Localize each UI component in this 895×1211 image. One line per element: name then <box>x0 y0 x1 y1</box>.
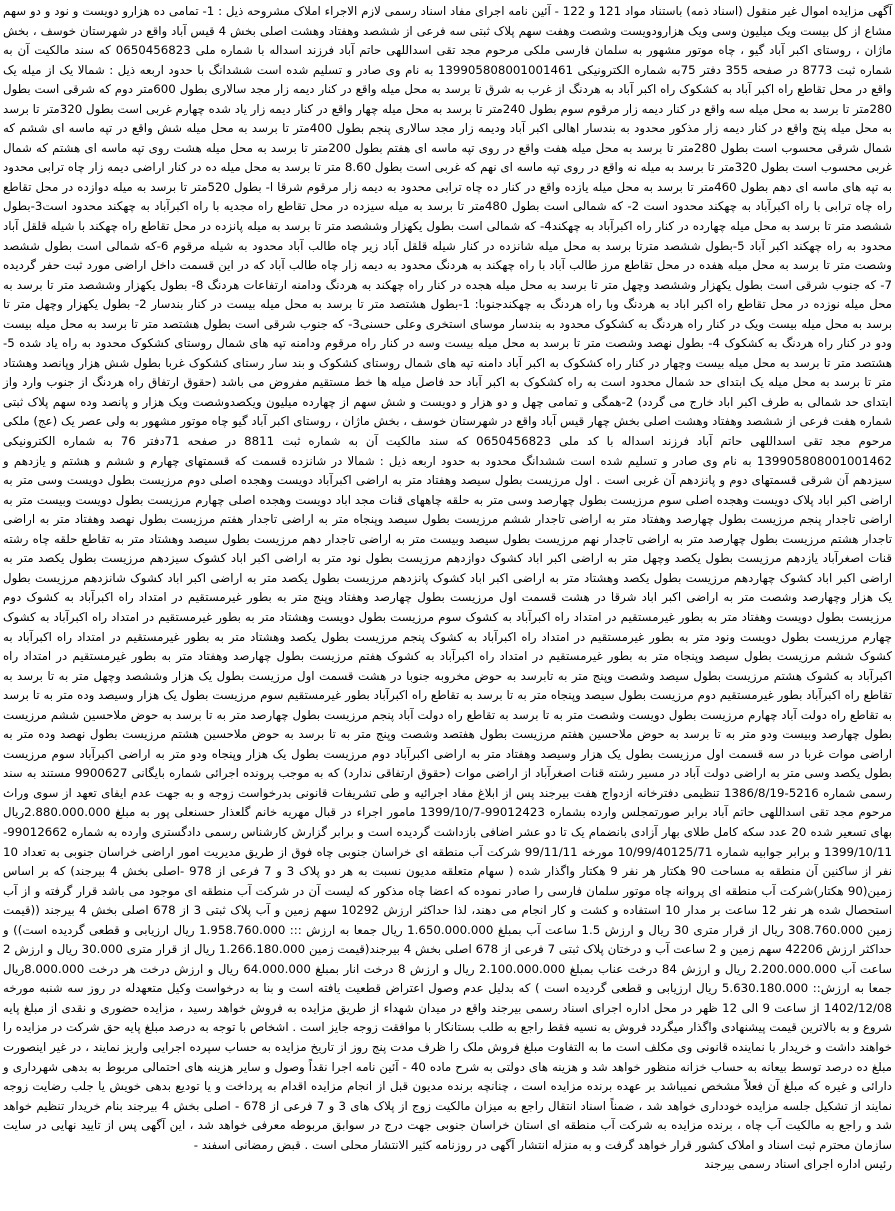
notice-signature: رئیس اداره اجرای اسناد رسمی بیرجند <box>704 1157 892 1172</box>
auction-notice <box>3 2 892 1209</box>
notice-body: آگهی مزایده اموال غیر منقول (اسناد ذمه) باستناد مواد 121 و 122 - آئین نامه اجرای مفاد اسناد رسمی لازم الاجراء املاک مشروحه ذیل : 1- تمامی ده هزارو دویست و نود و دو سهم مشاع از کل بیست ویک میلیون وسی ویک هزارودویست وشصت وهفت سهم پلاک ثبتی سه فرعی از ششصد وهفتاد وهشت اصلی بخش 4 قیس آباد واقع در شهرستان خوسف ، بخش ماژان ، روستای اکبر آباد گیو ، چاه موتور مشهور به سلمان فارسی ملکی مرحوم مجد تقی اسداللهی حاتم آباد فرزند اسداله با شماره ملی 0650456823 که سند مالکیت آن به شماره ثبت 8773 در صفحه 355 دفتر 75به شماره الکترونیکی 139905808001001461 به نام وی صادر و تسلیم شده است ششدانگ با حدود اربعه ذیل : شمالا یک از میله یک واقع در محل تقاطع راه اکبر آباد به کشکوک راه اکبر آباد به هردنگ از غرب به شرق تا برسد به محل میله واقع در کنار دیمه زار مجد سالاری بطول 600متر دوم که شرقی است بطول 280متر تا برسد به محل میله سه واقع در کنار دیمه زار مرقوم سوم بطول 240متر تا برسد به محل میله چهار واقع در کنار دیمه زار یاد شده چهارم غربی است بطول 320متر تا برسد به محل میله پنج واقع در کنار دیمه زار مذکور محدود به بندسار اهالی اکبر آباد ودیمه زار مجد سالاری پنجم بطول 400متر تا برسد به محل میله شش واقع در تپه ماسه ای ششم که شمال شرقی محسوب است بطول 280متر تا برسد به محل میله هفت واقع در روی تپه ماسه ای هفتم بطول 200متر تا برسد به محل میله هشت روی تپه ماسه ای هشتم که شمال غربی محسوب است بطول 320متر تا برسد به میله نه واقع در روی تپه ماسه ای نهم که غربی است بطول 8.60 متر تا برسد به محل میله ده در کنار اراضی دیمه زار چاه ترابی محدود به تپه های ماسه ای دهم بطول 460متر تا برسد به محل میله یازده واقع در کنار ده چاه ترابی محدود به دیمه زار مرقوم شرقا ا- بطول 520متر تا برسد به میله دوازده در محل تقاطع راه چاه ترابی با راه اکبرآباد به چهکند محدود است 2- که شمالی است بطول 480متر تا برسد به میله سیزده در محل تقاطع راه مجدیه با راه اکبرآباد به چهکند محدود است3-بطول ششصد متر تا برسد به محل میله چهارده در کنار راه اکبرآباد به چهکند4- که شمالی است بطول یکهزار وششصد متر تا برسد به میله پانزده در محل تقاطع راه چهکند با شیله قلقل آباد محدود به راه چهکند اکبر آباد 5-بطول ششصد مترتا برسد به محل میله شانزده در کنار شیله قلقل آباد زیر چاه طالب آباد محدود به شیله مرقوم 6-که شمالی است بطول ششصد وشصت متر تا برسد به محل میله هفده در محل تقاطع مرز طالب آباد با راه چهکند به هردنگ محدود به دیمه زار چاه طالب آباد که در این قسمت داخل اراضی مورد ثبت حفر گردیده 7- که جنوب شرقی است بطول یکهزار وششصد وچهل متر تا برسد به محل میله هجده در کنار راه چهکند به هردنگ ودامنه ارتفاعات هردنگ 8- بطول یکهزار وششصد متر تا برسد به محل میله نوزده در محل تقاطع راه اکبر اباد به هردنگ وبا راه هردنگ به چهکندجنوبا: 1-بطول هشتصد متر تا برسد به محل میله بیست در کنار بندسار 2- بطول یکهزار وچهل متر تا برسد به محل میله بیست ویک در کنار راه هردنگ به کشکوک محدود به بندسار موسای استخری وعلی حسنی3- که جنوب شرقی است بطول هشتصد متر تا برسد به محل میله بیست ودو در کنار راه هردنگ به کشکوک 4- بطول نهصد وشصت متر تا برسد به محل میله بیست وسه در کنار راه مرقوم ودامنه تپه های شمال روستای کشکوک محدود به راه یاد شده 5- هشتصد متر تا برسد به محل میله بیست وچهار در کنار راه کشکوک به اکبر آباد دامنه تپه های شمال روستای کشکوک و بند سار رستای کشکوک غربا بطول شش هزار وپانصد وهشتاد متر تا برسد به محل میله یک ابتدای حد شمال محدود است به راه کشکوک به اکبر آباد حد فاصل میله ها خط مستقیم مفروض می باشد (حقوق ارتفاق راه هردنگ از جنوب وارد واز ابتدای حد شمالی به طرف اکبر اباد خارج می گردد) 2-همگی و تمامی چهل و دو هزار و دویست و شش سهم از چهارده میلیون ویکصدوشصت ویک هزار و پانصد وده سهم پلاک ثبتی شماره هفت فرعی از ششصد وهفتاد وهشت اصلی بخش چهار قیس آباد واقع در شهرستان خوسف ، بخش ماژان ، روستای اکبر آباد گیو چاه موتور مشهور به ولی عصر یک (عج) ملکی مرحوم مجد تقی اسداللهی حاتم آباد فرزند اسداله با کد ملی 0650456823 که سند مالکیت آن به شماره ثبت 8811 در صفحه 71دفتر 76 به شماره الکترونیکی 139905808001001462 به نام وی صادر و تسلیم شده است ششدانگ محدود به حدود اربعه ذیل : شمالا در شانزده قسمت که قسمتهای چهارم و ششم و هشتم و یازدهم و سیزدهم آن شرقی قسمتهای دوم و پانزدهم آن غربی است . اول مرزیست بطول سیصد وهفتاد متر به اراضی اکبرآباد دویست وهجده اصلی دوم مرزیست بطول دویست وسی متر به اراضی اکبر اباد پلاک دویست وهجده اصلی سوم مرزیست بطول چهارصد وسی متر به حلقه چاههای قنات مجد اباد دویست وهجده اصلی چهارم مرزیست بطول دویست وبیست متر به اراضی تاجدار پنجم مرزیست بطول چهارصد وهفتاد متر به اراضی تاجدار ششم مرزیست بطول سیصد وپنجاه متر به اراضی تاجدار هفتم مرزیست بطول نهصد وهفتاد متر به اراضی تاجدار هشتم مرزیست بطول چهارصد متر به اراضی تاجدار نهم مرزیست بطول سیصد وبیست متر به اراضی تاجدار دهم مرزیست بطول سیصد وهشتاد متر به تقاطع حلقه چاه رشته قنات اصغرآباد یازدهم مرزیست بطول یکصد وچهل متر به اراضی اکبر اباد کشوک دوازدهم مرزیست بطول نود متر به اراضی اکبر اباد کشوک سیزدهم مرزیست بطول یکصد متر به اراضی اکبر اباد کشوک چهاردهم مرزیست بطول یکصد وهشتاد متر به اراضی اکبر اباد کشوک پانزدهم مرزیست بطول یکصد متر به اراضی اکبر اباد کشوک شانزدهم مرزیست بطول یک هزار وچهارصد وشصت متر به اراضی اکبر اباد شرقا در هشت قسمت اول مرزیست بطول چهارصد وهفتاد وپنج متر به بطور غیرمستقیم در امتداد راه اکبرآباد به کشوک دوم مرزیست بطول دویست وهفتاد متر به بطور غیرمستقیم در امتداد راه اکبرآباد به کشوک سوم مرزیست بطول دویست وهشتاد متر به بطور غیرمستقیم در امتداد راه اکبرآباد به کشوک چهارم مرزیست بطول دویست ونود متر به بطور غیرمستقیم در امتداد راه اکبرآباد به کشوک پنجم مرزیست بطول یکصد وهشتاد متر به بطور غیرمستقیم در امتداد راه اکبرآباد به کشوک ششم مرزیست بطول سیصد وپنجاه متر به بطور غیرمستقیم در امتداد راه اکبرآباد به کشوک هفتم مرزیست بطول چهارصد وهفتاد متر به بطور غیرمستقیم در امتداد راه اکبرآباد به کشوک هشتم مرزیست بطول سیصد وشصت وپنج متر به تابرسد به حوض مخروبه جنوبا در هشت قسمت اول مرزیست بطول یک هزار وششصد وچهل متر به تا برسد به تقاطع راه اکبرآباد بطور غیرمستقیم دوم مرزیست بطول سیصد وپنجاه متر به تا برسد به تقاطع راه اکبرآباد بطور غیرمستقیم سوم مرزیست بطول یک هزار وسیصد وده متر به تا برسد به تقاطع راه دولت آباد چهارم مرزیست بطول دویست وشصت متر به تا برسد به تقاطع راه دولت آباد پنجم مرزیست بطول چهارصد متر به تا برسد به حوض ملاحسین ششم مرزیست بطول چهارصد وبیست ودو متر به تا برسد به حوض ملاحسین هفتم مرزیست بطول هفتصد وشصت وپنج متر به تا برسد به حوض ملاحسین هشتم مرزیست بطول نهصد وده متر به اراضی موات غربا در سه قسمت اول مرزیست بطول یک هزار وسیصد وهفتاد متر به اراضی اکبرآباد دوم مرزیست بطول یک هزار وپنجاه ودو متر به اراضی اکبرآباد سوم مرزیست بطول یکصد وسی متر به اراضی دولت آباد در مسیر رشته قنات اصغرآباد از اراضی موات (حقوق ارتفاقی ندارد) که به موجب پرونده اجرائی شماره بایگانی 9900627 مستند به سند رسمی شماره 5216-1386/8/19 تنظیمی دفترخانه ازدواج هفت بیرجند پس از ابلاغ مفاد اجرائیه و طی تشریفات قانونی بدرخواست زوجه و به جهت عدم ایفای تعهد از سوی وراث مرحوم مجد تقی اسداللهی حاتم آباد برابر صورتمجلس وارده بشماره 99012423-1399/10/7 مامور اجراء در قبال مهریه خانم گلعذار حسنعلی پور به مبلغ 2.880.000.000ریال بهای تسعیر شده 20 عدد سکه کامل طلای بهار آزادی بانضمام یک تا دو عشر اضافی بازداشت گردیده است و برابر گزارش کارشناس رسمی دادگستری وارده به شماره 99012662-1399/10/11 و برابر جوابیه شماره 10/99/40125/71 مورخه 99/11/11 شرکت آب منطقه ای خراسان جنوبی چاه فوق از طریق مدیریت امور اراضی خراسان جنوبی به تعداد 10 نفر از ساکنین آن منطقه به مساحت 90 هکتار هر نفر 9 هکتار واگذار شده ( سهام متعلقه مدیون نسبت به هر دو پلاک 3 و 7 فرعی از 978 -اصلی بخش 4 بیرجند) که بر اساس زمین(90 هکتار)شرکت آب منطقه ای پروانه چاه موتور سلمان فارسی را صادر نموده که اعضا چاه مذکور که لیست آن در شرکت آب منطقه ای موجود می باشد قرار گرفته و از آب استحصال شده هر نفر 12 ساعت بر مدار 10 استفاده و کشت و کار انجام می دهند، لذا حداکثر ارزش 10292 سهم زمین و آب پلاک ثبتی 3 از 678 اصلی بخش 4 بیرجند ((قیمت زمین 308.760.000 ریال از قرار متری 30 ریال و ارزش 1.5 ساعت آب بمبلغ 1.650.000.000 ریال جمعا به ارزش ::: 1.958.760.000 ریال ارزیابی و قطعی گردیده است)) و حداکثر ارزش 42206 سهم زمین و 2 ساعت آب و درختان پلاک ثبتی 7 فرعی از 678 اصلی بخش 4 بیرجند(قیمت زمین 1.266.180.000 ریال از قرار متری 30.000 ریال و ارزش 2 ساعت آب 2.200.000.000 ریال و ارزش 84 درخت عناب بمبلغ 2.100.000.000 ریال و ارزش 8 درخت انار بمبلغ 64.000.000 ریال و ارزش درخت هر درخت 8.000.000ریال جمعا به ارزش:: 5.630.180.000 ریال ارزیابی و قطعی گردیده است ) که بدلیل عدم وصول اعتراض قطعیت یافته است و بنا به درخواست وکیل متعهدله در روز سه شنبه مورخه 1402/12/08 از ساعت 9 الی 12 ظهر در محل اداره اجرای اسناد رسمی بیرجند واقع در میدان شهداء از طریق مزایده به فروش خواهد رسید ، مزایده حضوری و نقدی از مبلغ پایه شروع و به بالاترین قیمت پیشنهادی واگذار میگردد فروش به نسیه فقط راجع به طلب بستانکار با موافقت زوجه جایز است . اشخاص با توجه به درصد مبلغ پایه حق شرکت در مزایده را خواهند داشت و خریدار با نماینده قانونی وی مکلف است ما به التفاوت مبلغ فروش ملک را ظرف مدت پنج روز از تاریخ مزایده به حساب سپرده اجرایی واریز نمایند ، در غیر اینصورت مبلغ ده درصد توسط بیعانه به حساب خزانه منظور خواهد شد و هزینه های دولتی به شرح ماده 40 - آئین نامه اجرا نقداً وصول و سایر هزینه های احتمالی مربوط به بدهی شهرداری و دارائی و غیره که مبلغ آن فعلاً مشخص نمیباشد بر عهده برنده مزایده است ، چنانچه برنده مدیون قبل از انجام مزایده اقدام به پرداخت و یا تودیع بدهی خویش یا جلب رضایت زوجه نمایند از تشکیل جلسه مزایده خودداری خواهد شد ، ضمناً اسناد انتقال راجع به میزان مالکیت زوج از پلاک های 3 و 7 فرعی از 678 - اصلی بخش 4 بیرجند بنام خریدار تنظیم خواهد شد و راجع به مالکیت آب چاه ، برنده مزایده به شرکت آب منطقه ای استان خراسان جنوبی جهت درج در سوابق مربوطه معرفی خواهد شد ، این آگهی پس از تایید نهایی در سایت سازمان محترم ثبت اسناد و املاک کشور قرار خواهد گرفت و به منزله انتشار آگهی در روزنامه کثیر الانتشار محلی است . قبض رمضانی اسفند - <box>3 4 893 1152</box>
